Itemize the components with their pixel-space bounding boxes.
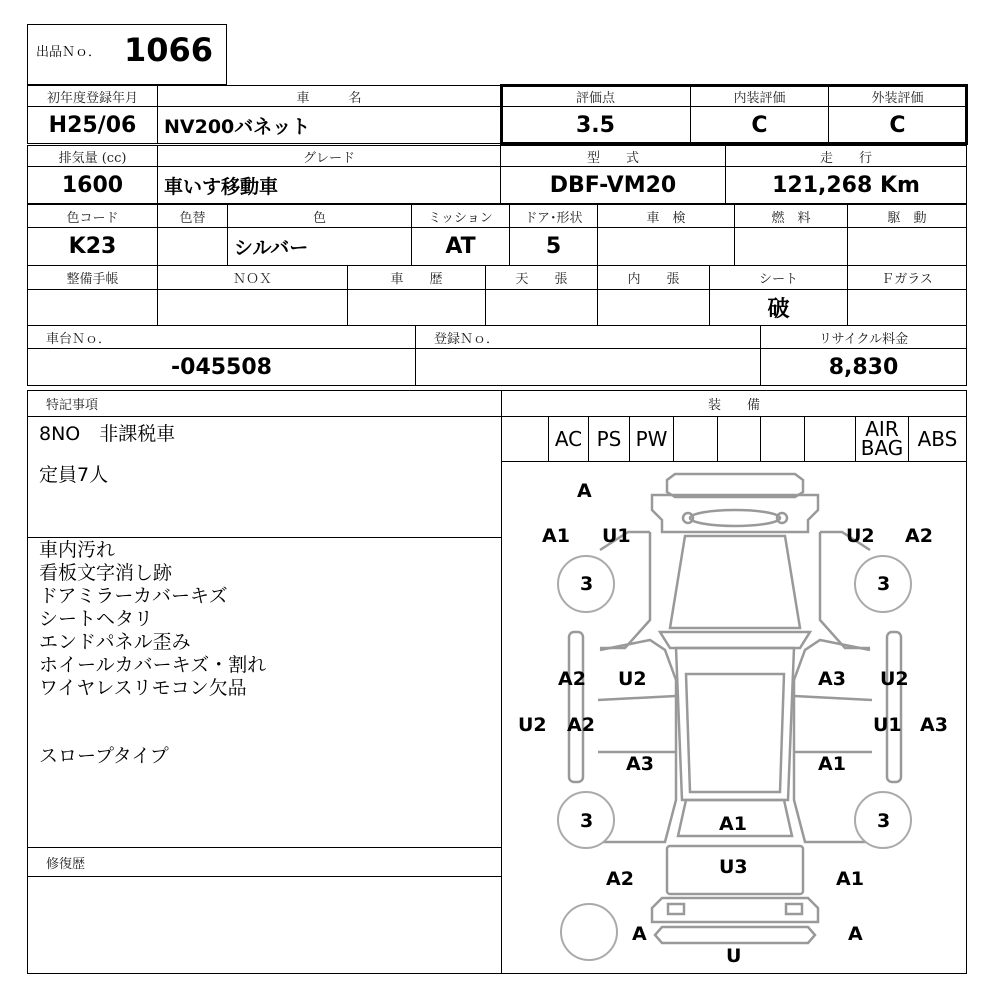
special-line-6: シートヘタリ xyxy=(39,608,154,630)
equip-pw: PW xyxy=(629,416,674,462)
special-line-2: 定員7人 xyxy=(39,464,109,486)
windshield xyxy=(660,632,810,648)
special-line-7: エンドパネル歪み xyxy=(39,631,191,653)
header-interior: 内装評価 xyxy=(690,85,829,107)
mark-tire-rl: 3 xyxy=(580,810,594,832)
header-chassis: 車台Ｎｏ． xyxy=(27,325,416,349)
mark-center-a1: A1 xyxy=(818,753,846,775)
equip-ac: AC xyxy=(548,416,589,462)
special-line-10: スロープタイプ xyxy=(39,745,169,767)
special-line-4: 看板文字消し跡 xyxy=(39,562,173,584)
special-line-8: ホイールカバーキズ・割れ xyxy=(39,654,267,676)
header-model: 型 式 xyxy=(500,145,726,167)
mark-front-center: A xyxy=(577,480,592,502)
mark-right-a3-lower: A3 xyxy=(920,714,948,736)
mark-right-u2-upper: U2 xyxy=(880,668,909,690)
mark-front-right-a: A2 xyxy=(905,525,933,547)
special-line-3: 車内汚れ xyxy=(39,539,116,561)
header-mileage: 走 行 xyxy=(725,145,967,167)
mark-front-left-u: U1 xyxy=(602,525,631,547)
hood xyxy=(670,536,800,628)
header-inner-trim: 内 張 xyxy=(597,265,710,290)
header-seat: シート xyxy=(709,265,848,290)
car-name-value: NV200バネット xyxy=(157,106,501,144)
chassis-value: -045508 xyxy=(27,348,416,386)
mark-rear-u3: U3 xyxy=(719,856,748,878)
mark-right-u1-lower: U1 xyxy=(873,714,902,736)
special-notes-header: 特記事項 xyxy=(27,390,502,417)
roof xyxy=(676,648,794,800)
header-color-change: 色替 xyxy=(157,204,228,228)
header-nox: ＮＯＸ xyxy=(157,265,348,290)
mark-tire-fl: 3 xyxy=(580,573,594,595)
header-color-code: 色コード xyxy=(27,204,158,228)
header-ceiling: 天 張 xyxy=(485,265,598,290)
mileage-value: 121,268 Km xyxy=(725,166,967,204)
door-value: 5 xyxy=(509,227,598,266)
mark-left-a2-lower: A2 xyxy=(567,714,595,736)
equip-airbag: AIR BAG xyxy=(855,416,909,462)
first-registration-value: H25/06 xyxy=(27,106,158,144)
header-inspection: 車 検 xyxy=(597,204,735,228)
spare-tire xyxy=(561,904,617,960)
header-mission: ミッション xyxy=(411,204,510,228)
lot-number: 1066 xyxy=(124,31,214,69)
seat-value: 破 xyxy=(709,289,848,326)
mark-rear-a1: A1 xyxy=(719,813,747,835)
mark-bottom-right-a: A xyxy=(848,923,863,945)
mark-front-right-u: U2 xyxy=(846,525,875,547)
header-grade: グレード xyxy=(157,145,501,167)
front-bumper xyxy=(667,474,803,497)
mark-rear-right-a1: A1 xyxy=(836,868,864,890)
mission-value: AT xyxy=(411,227,510,266)
lot-label: 出品Ｎｏ． xyxy=(36,45,102,60)
front-emblem xyxy=(690,510,780,526)
grade-value: 車いす移動車 xyxy=(157,166,501,204)
header-front-glass: Ｆガラス xyxy=(847,265,967,290)
color-value: シルバー xyxy=(227,227,412,266)
recycle-fee-value: 8,830 xyxy=(760,348,967,386)
mark-bottom-center-u: U xyxy=(726,945,742,967)
header-recycle-fee: リサイクル料金 xyxy=(760,325,967,349)
header-color: 色 xyxy=(227,204,412,228)
right-step xyxy=(887,632,901,782)
left-step xyxy=(569,632,583,782)
special-line-9: ワイヤレスリモコン欠品 xyxy=(39,677,247,699)
header-registration: 登録Ｎｏ． xyxy=(415,325,761,349)
mark-rear-left-a2: A2 xyxy=(606,868,634,890)
rear-bumper xyxy=(652,898,818,922)
header-fuel: 燃 料 xyxy=(734,204,848,228)
header-history: 車 歴 xyxy=(347,265,486,290)
displacement-value: 1600 xyxy=(27,166,158,204)
header-first-registration: 初年度登録年月 xyxy=(27,85,158,107)
header-displacement: 排気量 (cc) xyxy=(27,145,158,167)
equip-ps: PS xyxy=(588,416,630,462)
header-exterior: 外装評価 xyxy=(828,85,967,107)
header-maintenance-book: 整備手帳 xyxy=(27,265,158,290)
interior-value: C xyxy=(690,106,829,144)
mark-bottom-left-a: A xyxy=(632,923,647,945)
model-value: DBF-VM20 xyxy=(500,166,726,204)
mark-left-u2-lower: U2 xyxy=(518,714,547,736)
equip-abs: ABS xyxy=(908,416,967,462)
mark-center-a3: A3 xyxy=(626,753,654,775)
exterior-value: C xyxy=(828,106,967,144)
score-value: 3.5 xyxy=(500,106,691,144)
mark-left-u2-upper: U2 xyxy=(618,668,647,690)
mark-tire-fr: 3 xyxy=(877,573,891,595)
header-score: 評価点 xyxy=(500,85,691,107)
roof-inner xyxy=(686,674,784,792)
header-car-name: 車 名 xyxy=(157,85,501,107)
special-line-5: ドアミラーカバーキズ xyxy=(39,585,228,607)
special-line-1: 8NO 非課税車 xyxy=(39,423,176,445)
color-code-value: K23 xyxy=(27,227,158,266)
header-drive: 駆 動 xyxy=(847,204,967,228)
equipment-header: 装 備 xyxy=(501,390,967,417)
header-door: ドア･形状 xyxy=(509,204,598,228)
mark-front-left-a: A1 xyxy=(542,525,570,547)
mark-left-a2-upper: A2 xyxy=(558,668,586,690)
repair-history-header: 修復歴 xyxy=(27,847,502,877)
mark-tire-rr: 3 xyxy=(877,810,891,832)
mark-right-a3-upper: A3 xyxy=(818,668,846,690)
